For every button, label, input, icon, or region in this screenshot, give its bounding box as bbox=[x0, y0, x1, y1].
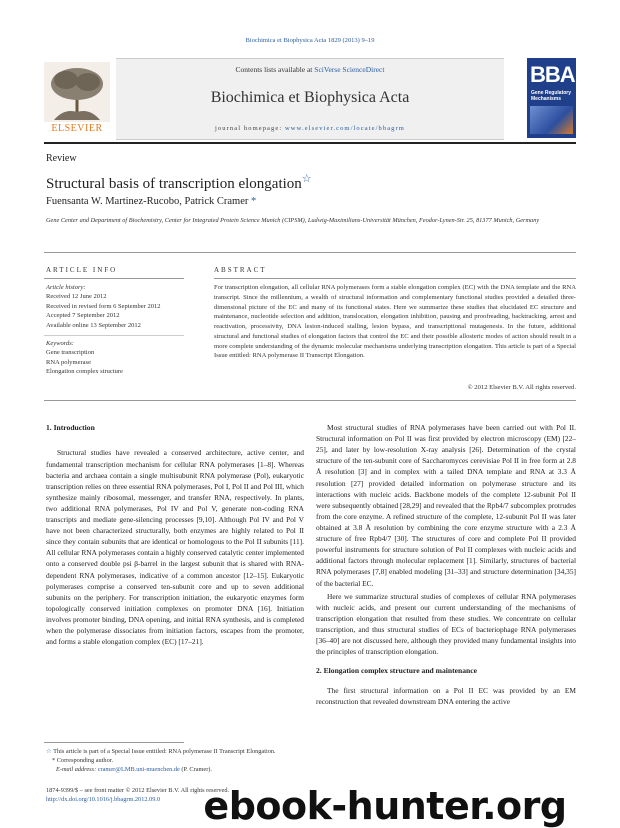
history-online: Available online 13 September 2012 bbox=[46, 321, 141, 329]
right-paragraph-3: The first structural information on a Pol II EC was provided by an EM reconstruction that revealed downstream DNA entering the active bbox=[316, 685, 576, 706]
abstract-heading: ABSTRACT bbox=[214, 266, 267, 274]
journal-citation: Biochimica et Biophysica Acta 1829 (2013) 9–19 bbox=[245, 37, 375, 44]
header-rule bbox=[44, 142, 576, 144]
keyword-item: Gene transcription bbox=[46, 349, 95, 357]
keywords bbox=[46, 339, 206, 377]
history-accepted: Accepted 7 September 2012 bbox=[46, 312, 120, 320]
keywords-rule bbox=[44, 335, 184, 336]
right-paragraph-1: Most structural studies of RNA polymerases have been carried out with Pol II. Structural information on Pol II was first provided by electron microscopy (EM) [22–25], and later by low-resolution X-ray analysis [26]. Determination of the crystal structure of the ten-subunit core of Saccharomyces cerevisiae Pol II in free form at 2.8 Å resolution [3] and in complex with a tailed DNA template and RNA at 3.3 Å resolution [27] provided detailed information on polymerase structure and its interactions with nucleic acids. Backbone models of the complete 12-subunit Pol II were subsequently obtained [28,29] and revealed that the Rpb4/7 subcomplex protrudes from the core enzyme. A refined structure of the complete, 12-subunit Pol II was later obtained at 3.8 Å resolution by combining the core enzyme structure with a 2.3 Å structure of free Rpb4/7 [30]. The structures of core and complete Pol II provided powerful instruments for structure solution of Pol II complexes with nucleic acids and additional factors through molecular replacement [1]. Similarly, structures of bacterial RNA polymerases [7,8] enabled modeling [31–33] and structure determination [34,35] of the bacterial EC. bbox=[316, 423, 576, 588]
cover-title: BBA bbox=[530, 62, 575, 87]
email-label: E-mail address: bbox=[56, 766, 98, 774]
article-title bbox=[46, 172, 312, 193]
journal-header bbox=[44, 58, 576, 138]
footnote-asterisk: * bbox=[52, 757, 56, 765]
journal-homepage bbox=[116, 125, 504, 132]
contents-prefix: Contents lists available at bbox=[235, 65, 315, 74]
abstract-text: For transcription elongation, all cellular RNA polymerases form a stable elongation complex (EC) with the DNA template and the RNA transcript. Since the millennium, a wealth of structural information and complementary functional studies provided a detailed three-dimensional picture of the EC and many of its functional states. Here we summarize these studies that elucidated EC structure and maintenance, nucleotide selection and addition, translocation, elongation inhibition, pausing and proofreading, backtracking, arrest and reactivation, processivity, DNA lesion-induced stalling, lesion bypass, and transcriptional mutagenesis. In the future, additional structural and functional studies of elongation factors that control the EC and their possible allosteric modes of action should result in a more complete understanding of the dynamic molecular mechanisms underlying transcription elongation. This article is part of a Special Issue entitled: RNA polymerase II Transcript Elongation. bbox=[214, 284, 576, 360]
keyword-item: Elongation complex structure bbox=[46, 368, 123, 376]
corresponding-footnote bbox=[46, 756, 304, 765]
info-rule bbox=[44, 278, 184, 279]
keyword-item: RNA polymerase bbox=[46, 358, 91, 366]
star-footnote bbox=[46, 747, 304, 756]
author-names: Fuensanta W. Martinez-Rucobo, Patrick Cramer bbox=[46, 196, 249, 207]
masthead bbox=[116, 58, 504, 140]
right-paragraph-2: Here we summarize structural studies of complexes of cellular RNA polymerases with nucleic acids, and present our current understanding of the mechanisms of transcription elongation that resulted from these studies. We concentrate on cellular transcription, and thus structural studies of ECs of bacteriophage RNA polymerases [36–40] are not discussed here, although they provided many fundamental insights into the principles of transcription elongation. bbox=[316, 591, 576, 657]
authors bbox=[46, 196, 256, 207]
sciencedirect-link[interactable]: SciVerse ScienceDirect bbox=[314, 65, 385, 74]
email-line bbox=[46, 765, 304, 774]
left-column bbox=[46, 422, 304, 647]
article-history bbox=[46, 283, 206, 330]
history-label: Article history: bbox=[46, 284, 86, 291]
affiliation: Gene Center and Department of Biochemistry, Center for Integrated Protein Science Munich (CIPSM), Ludwig-Maximilians-Universität München, Feodor-Lynen-Str. 25, 81377 Munich, Germany bbox=[46, 217, 540, 224]
history-received: Received 12 June 2012 bbox=[46, 293, 107, 301]
footnote-star-icon: ☆ bbox=[46, 748, 52, 755]
homepage-prefix: journal homepage: bbox=[215, 125, 286, 132]
doi-link[interactable]: http://dx.doi.org/10.1016/j.bbagrm.2012.09.0 bbox=[46, 796, 161, 804]
intro-paragraph: Structural studies have revealed a conserved architecture, active center, and fundamental transcription mechanism for cellular RNA polymerases [1–8]. Whereas bacteria and archaea contain a single multisubunit RNA polymerase (Pol), eukaryotic transcription relies on three essential RNA polymerases, Pol I, Pol II and Pol III, which synthesize mainly ribosomal, messenger, and transfer RNA, respectively. In plants, two additional RNA polymerases, Pol IV and Pol V, generate non-coding RNA transcripts and mediate gene-silencing processes [9,10]. Although Pol IV and Pol V have not been characterized structurally, both enzymes are highly related to Pol II since they contain subunits that are identical or homologous to the Pol II subunits [11]. All cellular RNA polymerases contain a highly conserved catalytic center implemented onto a conserved double psi β-barrel in the largest subunit that is shared with RNA-dependent RNA polymerases, indicative of a common ancestor [12–15]. Eukaryotic polymerases comprise a conserved ten-subunit core and up to seven additional subunits on the periphery. For transcription initiation, the eukaryotic enzymes form topologically conserved initiation complexes on promoter DNA [16]. Initiation involves promoter binding, DNA opening, and initial RNA synthesis, and is completed when the polymerase dissociates from initiation factors, escapes from the promoter, and forms a stable elongation complex (EC) [17–21]. bbox=[46, 448, 304, 647]
article-info-heading: ARTICLE INFO bbox=[46, 266, 118, 274]
footnote-rule bbox=[44, 742, 184, 743]
copyright: © 2012 Elsevier B.V. All rights reserved. bbox=[467, 384, 576, 391]
title-star-icon[interactable]: ☆ bbox=[301, 173, 312, 185]
corresponding-label: Corresponding author. bbox=[56, 757, 114, 765]
footnotes bbox=[46, 747, 304, 774]
publisher-name: ELSEVIER bbox=[51, 123, 103, 134]
publisher-logo bbox=[44, 62, 110, 136]
contents-line bbox=[116, 65, 504, 74]
corresponding-author-mark[interactable]: * bbox=[251, 196, 257, 207]
journal-title: Biochimica et Biophysica Acta bbox=[210, 89, 410, 106]
history-revised: Received in revised form 6 September 2012 bbox=[46, 302, 161, 310]
front-matter-rule bbox=[44, 252, 576, 253]
abstract-end-rule bbox=[44, 400, 576, 401]
star-note-text: This article is part of a Special Issue entitled: RNA polymerase II Transcript Elongation. bbox=[53, 748, 276, 755]
right-column bbox=[316, 422, 576, 707]
homepage-link[interactable]: www.elsevier.com/locate/bbagrm bbox=[285, 125, 405, 132]
article-title-text: Structural basis of transcription elongation bbox=[46, 176, 302, 192]
article-type: Review bbox=[46, 153, 77, 164]
section-heading: 1. Introduction bbox=[46, 423, 95, 432]
cover-image bbox=[530, 106, 573, 134]
journal-cover bbox=[527, 58, 576, 138]
section-heading: 2. Elongation complex structure and maintenance bbox=[316, 666, 478, 676]
abstract-rule bbox=[214, 278, 576, 279]
keywords-label: Keywords: bbox=[46, 340, 74, 347]
email-suffix: (P. Cramer). bbox=[179, 766, 212, 774]
issn-line: 1874-9399/$ – see front matter © 2012 Elsevier B.V. All rights reserved. bbox=[46, 787, 230, 794]
cover-subtitle: Gene Regulatory Mechanisms bbox=[531, 90, 572, 102]
watermark: ebook-hunter.org bbox=[203, 784, 567, 828]
email-link[interactable]: cramer@LMB.uni-muenchen.de bbox=[97, 766, 180, 774]
